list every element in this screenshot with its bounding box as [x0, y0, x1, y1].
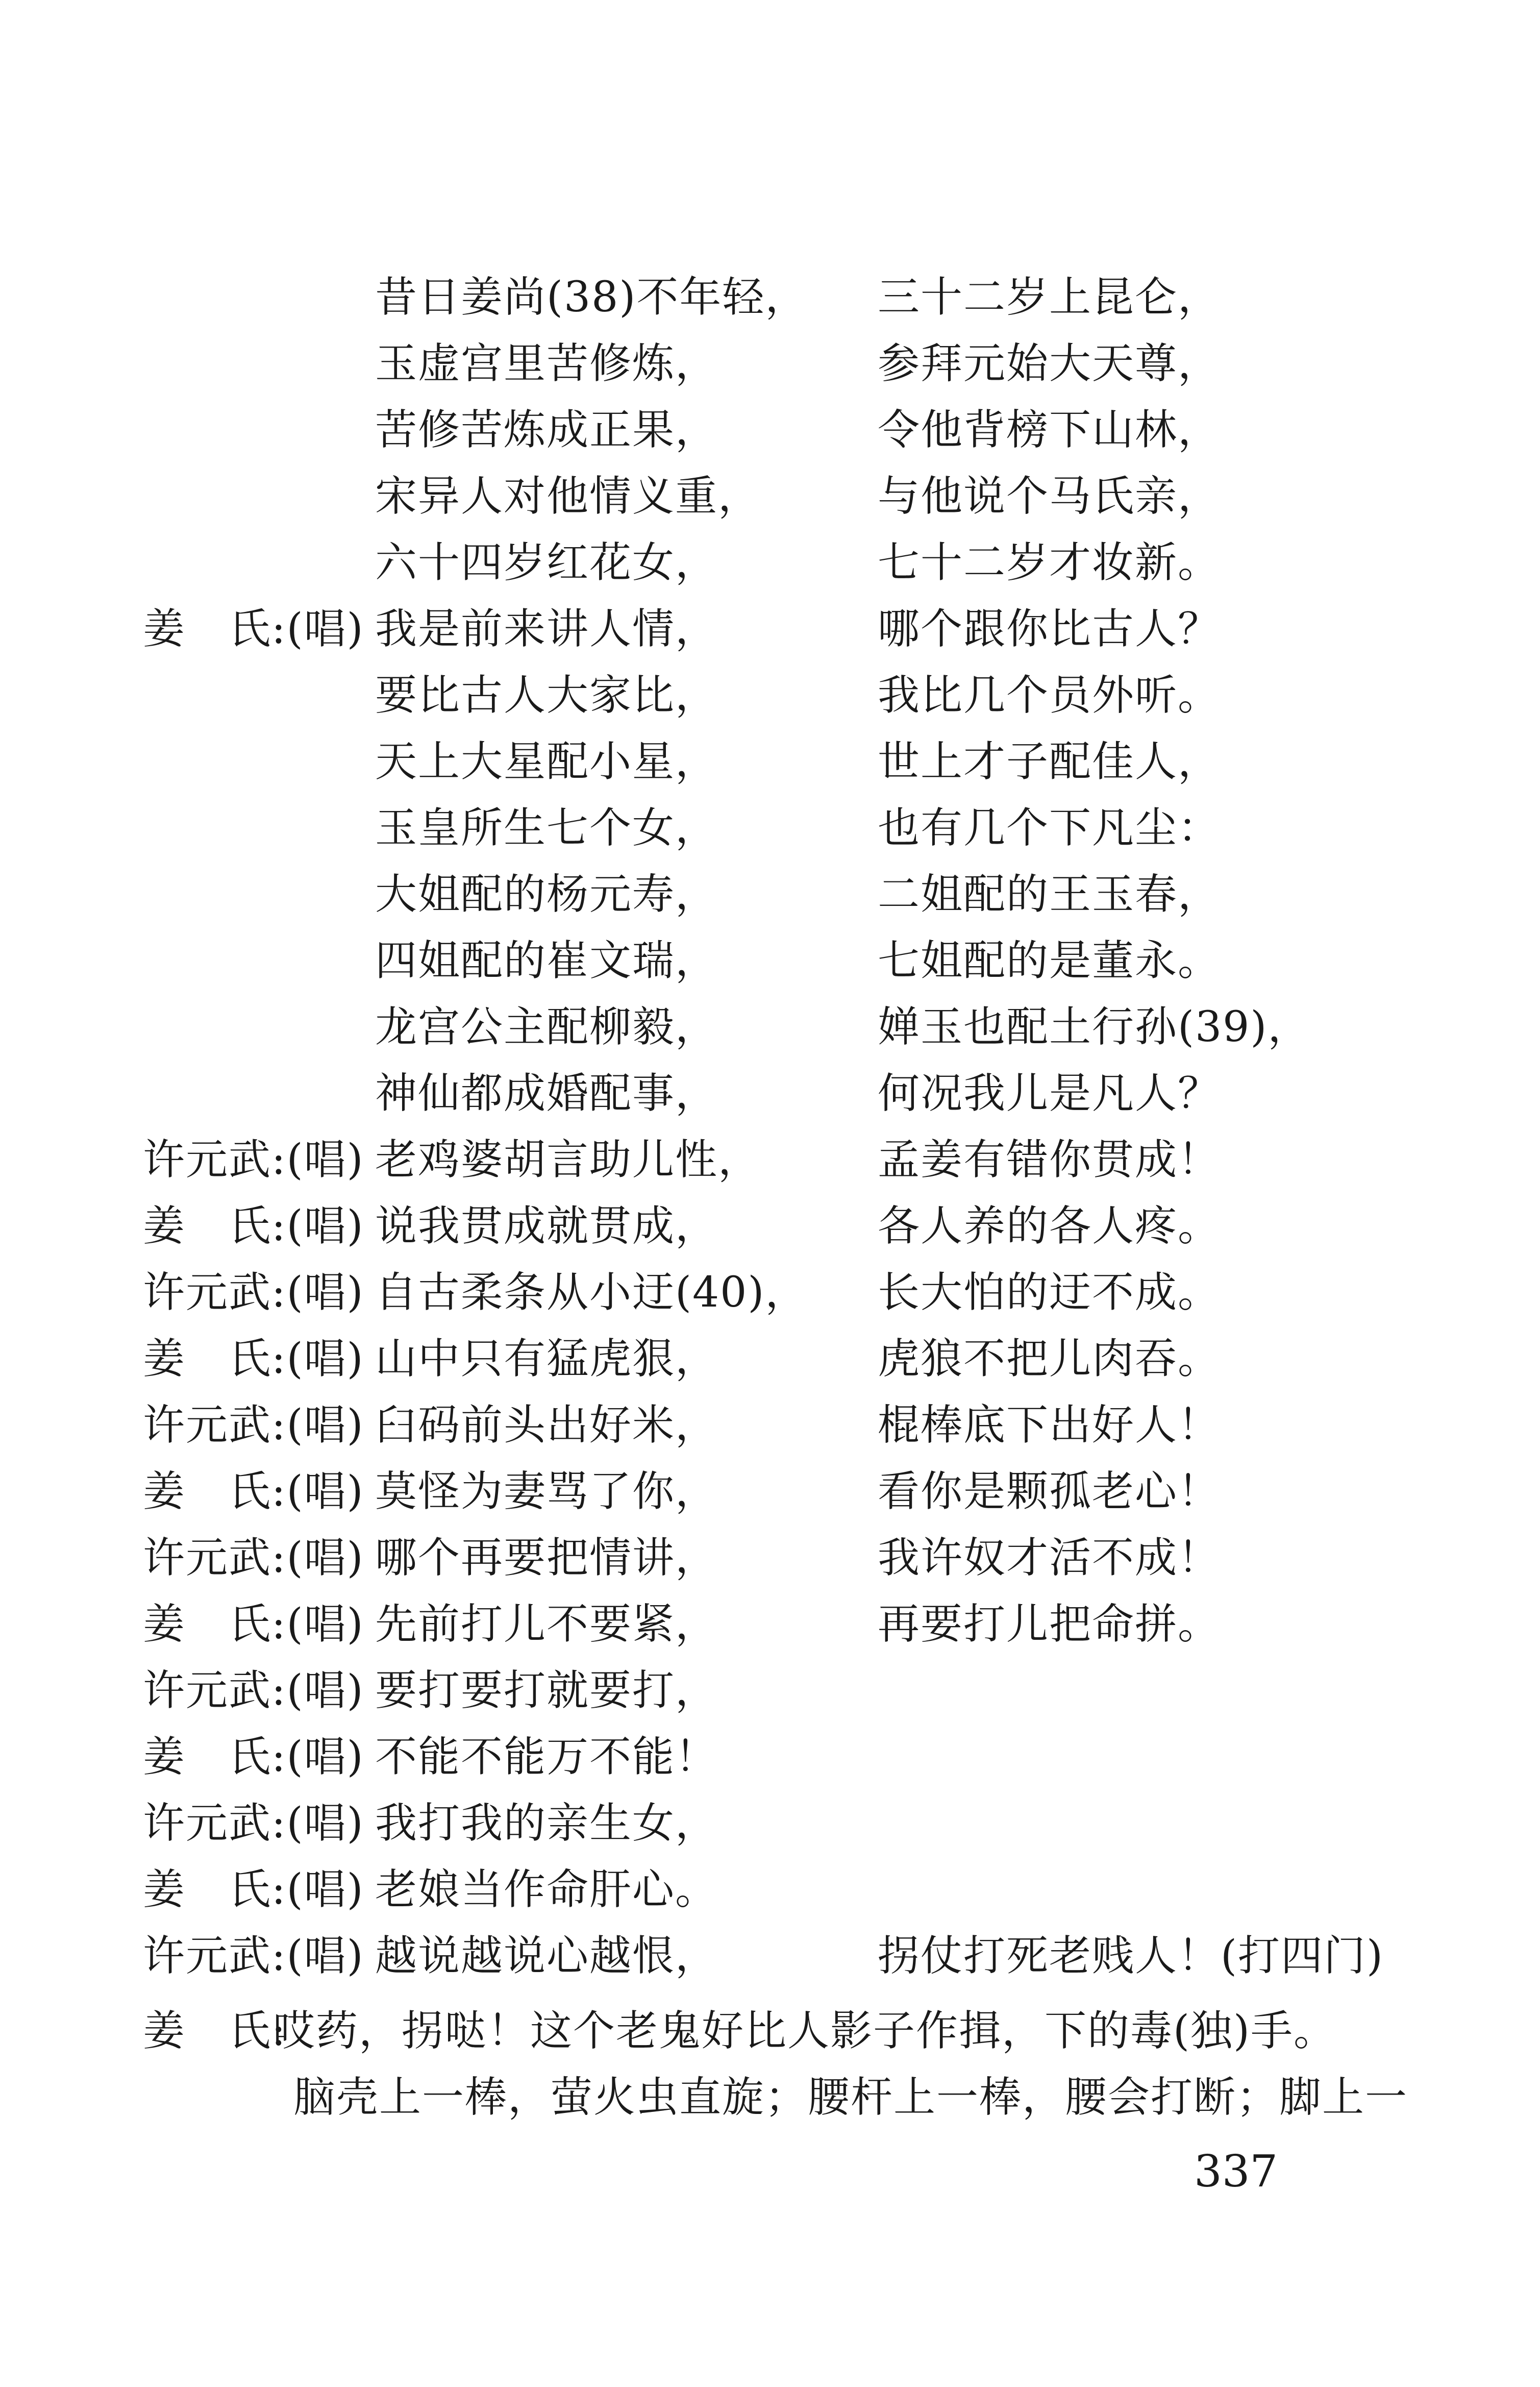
verse-second-half: 二姐配的王玉春， [878, 870, 1221, 919]
verse-second-half: 我许奴才活不成！ [878, 1534, 1221, 1582]
verse-second-half: 看你是颗孤老心！ [878, 1467, 1221, 1516]
speaker-label: 许元武:(唱) [143, 1534, 364, 1582]
verse-second-half: 我比几个员外听。 [878, 671, 1221, 720]
verse-line [0, 1397, 1540, 1464]
verse-second-half: 七姐配的是董永。 [878, 937, 1221, 985]
verse-line [0, 800, 1540, 867]
prose-text-1: 哎药，拐哒！这个老鬼好比人影子作揖，下的毒(独)手。 [273, 2007, 1336, 2055]
verse-first-half: 苦修苦炼成正果， [375, 406, 718, 454]
verse-first-half: 天上大星配小星， [375, 737, 718, 786]
prose-line-1 [0, 2003, 1540, 2070]
verse-second-half: 与他说个马氏亲， [878, 472, 1221, 521]
verse-first-half: 莫怪为妻骂了你， [375, 1467, 718, 1516]
verse-first-half: 玉皇所生七个女， [375, 804, 718, 852]
verse-first-half: 我是前来讲人情， [375, 605, 718, 653]
verse-first-half: 四姐配的崔文瑞， [375, 937, 718, 985]
verse-line [0, 1928, 1540, 1995]
verse-first-half: 神仙都成婚配事， [375, 1069, 718, 1118]
verse-first-half: 越说越说心越恨， [375, 1932, 718, 1980]
verse-first-half: 先前打儿不要紧， [375, 1600, 718, 1648]
verse-line [0, 734, 1540, 800]
verse-first-half: 老娘当作命肝心。 [375, 1865, 718, 1914]
speaker-label: 许元武:(唱) [143, 1401, 364, 1449]
verse-line [0, 1198, 1540, 1265]
verse-second-half: 孟姜有错你贯成！ [878, 1136, 1221, 1184]
verse-first-half: 不能不能万不能！ [375, 1733, 718, 1781]
verse-line [0, 601, 1540, 668]
verse-line [0, 867, 1540, 933]
verse-second-half: 各人养的各人疼。 [878, 1202, 1221, 1250]
verse-first-half: 说我贯成就贯成， [375, 1202, 718, 1250]
verse-first-half: 哪个再要把情讲， [375, 1534, 718, 1582]
verse-second-half: 棍棒底下出好人！ [878, 1401, 1221, 1449]
verse-first-half: 昔日姜尚(38)不年轻， [375, 273, 808, 322]
verse-second-half: 拐仗打死老贱人！(打四门) [878, 1932, 1384, 1980]
verse-second-half: 长大怕的迂不成。 [878, 1268, 1221, 1317]
speaker-label: 姜 氏:(唱) [143, 1335, 364, 1383]
verse-line [0, 1530, 1540, 1596]
verse-second-half: 何况我儿是凡人？ [878, 1069, 1221, 1118]
verse-first-half: 臼码前头出好米， [375, 1401, 718, 1449]
verse-line [0, 1663, 1540, 1729]
speaker-label: 许元武:(唱) [143, 1136, 364, 1184]
speaker-label: 姜 氏:(唱) [143, 1600, 364, 1648]
verse-line [0, 933, 1540, 999]
verse-second-half: 世上才子配佳人， [878, 737, 1221, 786]
verse-first-half: 六十四岁红花女， [375, 538, 718, 587]
verse-second-half: 婵玉也配土行孙(39)， [878, 1003, 1311, 1051]
speaker-label: 姜 氏:(唱) [143, 605, 364, 653]
speaker-label: 姜 氏:(唱) [143, 1467, 364, 1516]
verse-line [0, 469, 1540, 535]
verse-second-half: 三十二岁上昆仑， [878, 273, 1221, 322]
verse-second-half: 哪个跟你比古人？ [878, 605, 1221, 653]
verse-first-half: 龙宫公主配柳毅， [375, 1003, 718, 1051]
speaker-label: 许元武:(唱) [143, 1932, 364, 1980]
prose-speaker: 姜 氏: [143, 2007, 287, 2055]
verse-line [0, 1464, 1540, 1530]
verse-first-half: 玉虚宫里苦修炼， [375, 339, 718, 388]
verse-line [0, 336, 1540, 402]
verse-second-half: 七十二岁才妆新。 [878, 538, 1221, 587]
verse-first-half: 老鸡婆胡言助儿性， [375, 1136, 761, 1184]
speaker-label: 许元武:(唱) [143, 1666, 364, 1715]
verse-first-half: 山中只有猛虎狠， [375, 1335, 718, 1383]
verse-line [0, 1729, 1540, 1795]
verse-first-half: 自古柔条从小迂(40)， [375, 1268, 808, 1317]
verse-line [0, 1265, 1540, 1331]
verse-line [0, 1862, 1540, 1928]
verse-line [0, 1132, 1540, 1198]
speaker-label: 姜 氏:(唱) [143, 1733, 364, 1781]
prose-text-2: 脑壳上一棒，萤火虫直旋；腰杆上一棒，腰会打断；脚上一 [293, 2073, 1408, 2122]
speaker-label: 许元武:(唱) [143, 1799, 364, 1848]
verse-second-half: 令他背榜下山林， [878, 406, 1221, 454]
verse-first-half: 大姐配的杨元寿， [375, 870, 718, 919]
verse-line [0, 668, 1540, 734]
speaker-label: 许元武:(唱) [143, 1268, 364, 1317]
verse-second-half: 虎狼不把儿肉吞。 [878, 1335, 1221, 1383]
verse-line [0, 1596, 1540, 1663]
verse-second-half: 再要打儿把命拼。 [878, 1600, 1221, 1648]
verse-first-half: 要比古人大家比， [375, 671, 718, 720]
verse-line [0, 269, 1540, 336]
verse-line [0, 402, 1540, 469]
verse-second-half: 也有几个下凡尘： [878, 804, 1221, 852]
verse-first-half: 要打要打就要打， [375, 1666, 718, 1715]
speaker-label: 姜 氏:(唱) [143, 1865, 364, 1914]
page-number: 337 [1194, 2146, 1278, 2197]
verse-line [0, 999, 1540, 1066]
verse-first-half: 我打我的亲生女， [375, 1799, 718, 1848]
verse-line [0, 1066, 1540, 1132]
verse-line [0, 1795, 1540, 1862]
verse-first-half: 宋异人对他情义重， [375, 472, 761, 521]
speaker-label: 姜 氏:(唱) [143, 1202, 364, 1250]
verse-line [0, 1331, 1540, 1397]
verse-line [0, 535, 1540, 601]
prose-line-2 [0, 2070, 1540, 2136]
verse-second-half: 参拜元始大天尊， [878, 339, 1221, 388]
